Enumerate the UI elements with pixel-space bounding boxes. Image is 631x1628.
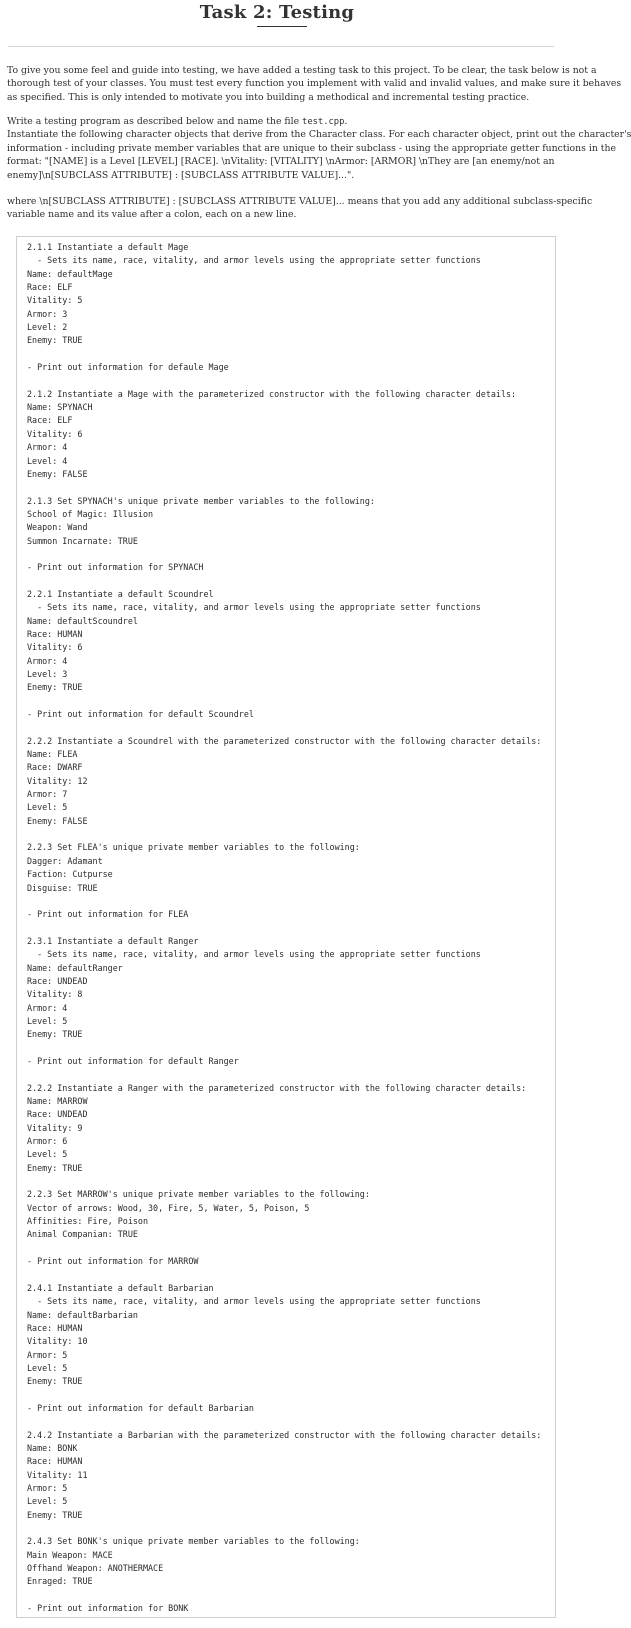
- format-note-line: where \n[SUBCLASS ATTRIBUTE] : [SUBCLASS ATTRIBUTE VALUE]... means that you add any additional subclass-specific: [7, 196, 593, 207]
- code-line: 2.3.1 Instantiate a default Ranger: [27, 935, 199, 946]
- code-line: Level: 5: [27, 1362, 68, 1373]
- code-line: Level: 2: [27, 322, 68, 333]
- code-line: [27, 1068, 557, 1081]
- code-line: Main Weapon: MACE: [27, 1549, 113, 1560]
- code-block: [27, 241, 557, 1615]
- code-line: 2.2.1 Instantiate a default Scoundrel: [27, 588, 214, 599]
- code-line: [27, 895, 557, 908]
- code-line: [27, 828, 557, 841]
- code-line: Name: MARROW: [27, 1096, 88, 1106]
- code-line: - Sets its name, race, vitality, and armor levels using the appropriate setter functions: [27, 1296, 481, 1307]
- code-line: 2.2.2 Instantiate a Scoundrel with the parameterized constructor with the following character details:: [27, 735, 542, 746]
- code-line: Vitality: 8: [27, 989, 83, 1000]
- intro-line: To give you some feel and guide into testing, we have added a testing task to this project. To be clear, the task below is not a: [7, 65, 597, 76]
- code-line: Name: defaultRanger: [27, 962, 123, 973]
- code-line: Vitality: 11: [27, 1469, 88, 1480]
- code-line: Armor: 7: [27, 789, 68, 800]
- code-line: [27, 481, 557, 494]
- code-line: Armor: 4: [27, 655, 68, 666]
- code-line: [27, 695, 557, 708]
- code-line: School of Magic: Illusion: [27, 508, 154, 519]
- code-line: Race: HUMAN: [27, 1322, 83, 1333]
- code-line: Name: BONK: [27, 1442, 78, 1453]
- code-line: 2.4.1 Instantiate a default Barbarian: [27, 1282, 214, 1293]
- code-line: - Print out information for defaule Mage: [27, 362, 229, 373]
- code-line: Vitality: 6: [27, 642, 83, 653]
- code-line: [27, 348, 557, 361]
- code-line: - Sets its name, race, vitality, and armor levels using the appropriate setter functions: [27, 949, 481, 960]
- code-line: [27, 1589, 557, 1602]
- code-line: Level: 5: [27, 1015, 68, 1026]
- code-line: 2.2.2 Instantiate a Ranger with the parameterized constructor with the following character details:: [27, 1082, 527, 1093]
- code-line: 2.4.3 Set BONK's unique private member variables to the following:: [27, 1536, 360, 1547]
- code-line: - Print out information for FLEA: [27, 909, 189, 920]
- code-line: Race: ELF: [27, 415, 73, 426]
- code-line: 2.1.2 Instantiate a Mage with the parameterized constructor with the following character details:: [27, 388, 517, 399]
- code-line: Vitality: 12: [27, 775, 88, 786]
- code-line: Enemy: TRUE: [27, 1376, 83, 1387]
- intro-paragraph: [7, 64, 622, 104]
- code-line: Enraged: TRUE: [27, 1576, 93, 1587]
- code-line: Vitality: 10: [27, 1336, 88, 1347]
- instructions-text: Write a testing program as described below and name the file: [7, 116, 303, 127]
- code-line: [27, 548, 557, 561]
- code-line: Armor: 6: [27, 1136, 68, 1147]
- code-line: Vector of arrows: Wood, 30, Fire, 5, Water, 5, Poison, 5: [27, 1202, 310, 1213]
- code-line: Name: defaultBarbarian: [27, 1309, 138, 1320]
- code-line: Name: defaultMage: [27, 268, 113, 279]
- code-line: 2.2.3 Set MARROW's unique private member variables to the following:: [27, 1189, 370, 1200]
- code-line: Name: FLEA: [27, 749, 78, 760]
- code-line: Enemy: FALSE: [27, 468, 88, 479]
- code-line: Name: defaultScoundrel: [27, 615, 138, 626]
- code-line: 2.1.3 Set SPYNACH's unique private member variables to the following:: [27, 495, 375, 506]
- code-line: Level: 5: [27, 802, 68, 813]
- code-line: 2.4.2 Instantiate a Barbarian with the parameterized constructor with the following character details:: [27, 1429, 542, 1440]
- code-line: Enemy: FALSE: [27, 815, 88, 826]
- code-line: [27, 1389, 557, 1402]
- filename-code: test.cpp: [302, 117, 345, 127]
- code-line: Level: 5: [27, 1496, 68, 1507]
- code-line: Name: SPYNACH: [27, 402, 93, 413]
- format-note-line: variable name and its value after a colon, each on a new line.: [7, 209, 297, 221]
- instructions-line: information - including private member variables that are unique to their subclass - using the appropriate getter functions in the: [7, 142, 617, 154]
- code-line: Dagger: Adamant: [27, 855, 103, 866]
- code-line: Offhand Weapon: ANOTHERMACE: [27, 1563, 164, 1574]
- instructions-line: [7, 115, 567, 128]
- code-line: [27, 1415, 557, 1428]
- code-line: 2.2.3 Set FLEA's unique private member variables to the following:: [27, 842, 360, 853]
- code-line: [27, 1242, 557, 1255]
- code-line: - Print out information for MARROW: [27, 1256, 199, 1267]
- section-divider: [8, 46, 554, 47]
- code-line: Armor: 4: [27, 442, 68, 453]
- instructions-line: format: "[NAME] is a Level [LEVEL] [RACE]. \nVitality: [VITALITY] \nArmor: [ARMOR] \nThey are [an enemy/not an: [7, 156, 555, 168]
- code-line: [27, 922, 557, 935]
- code-line: Enemy: TRUE: [27, 682, 83, 693]
- code-line: Race: UNDEAD: [27, 1109, 88, 1120]
- code-line: [27, 1268, 557, 1281]
- code-line: Race: DWARF: [27, 762, 83, 773]
- code-line: [27, 1042, 557, 1055]
- code-line: Armor: 5: [27, 1349, 68, 1360]
- code-line: - Print out information for default Scoundrel: [27, 709, 254, 720]
- intro-line: as specified. This is only intended to motivate you into building a methodical and incremental testing practice.: [7, 91, 530, 103]
- instructions-line: Instantiate the following character objects that derive from the Character class. For each character object, print out the character's: [7, 129, 631, 141]
- code-line: Enemy: TRUE: [27, 335, 83, 346]
- code-line: Armor: 5: [27, 1482, 68, 1493]
- page-title: Task 2: Testing: [199, 2, 355, 23]
- intro-line: thorough test of your classes. You must test every function you implement with valid and invalid values, and make sure it behaves: [7, 78, 622, 90]
- format-note-paragraph: [7, 195, 593, 222]
- code-line: Enemy: TRUE: [27, 1162, 83, 1173]
- code-line: [27, 575, 557, 588]
- code-line: Enemy: TRUE: [27, 1509, 83, 1520]
- code-line: [27, 374, 557, 387]
- code-line: Level: 5: [27, 1149, 68, 1160]
- code-line: Race: UNDEAD: [27, 975, 88, 986]
- code-line: Level: 4: [27, 455, 68, 466]
- instructions-text: .: [344, 116, 348, 127]
- code-line: Vitality: 9: [27, 1122, 83, 1133]
- code-line: - Sets its name, race, vitality, and armor levels using the appropriate setter functions: [27, 602, 481, 613]
- code-line: - Print out information for default Ranger: [27, 1055, 239, 1066]
- code-line: Affinities: Fire, Poison: [27, 1216, 149, 1227]
- code-line: - Print out information for BONK: [27, 1603, 189, 1614]
- code-line: Vitality: 5: [27, 295, 83, 306]
- code-line: - Print out information for default Barbarian: [27, 1402, 254, 1413]
- code-line: Summon Incarnate: TRUE: [27, 535, 138, 546]
- code-line: Race: ELF: [27, 282, 73, 293]
- instructions-paragraph: [7, 115, 631, 182]
- instructions-line: enemy]\n[SUBCLASS ATTRIBUTE] : [SUBCLASS ATTRIBUTE VALUE]...".: [7, 169, 355, 181]
- code-line: Enemy: TRUE: [27, 1029, 83, 1040]
- code-line: 2.1.1 Instantiate a default Mage: [27, 242, 189, 252]
- code-line: Animal Companian: TRUE: [27, 1229, 138, 1240]
- code-line: Vitality: 6: [27, 428, 83, 439]
- code-line: Race: HUMAN: [27, 1456, 83, 1467]
- code-line: - Sets its name, race, vitality, and armor levels using the appropriate setter functions: [27, 255, 481, 266]
- code-line: Armor: 3: [27, 308, 68, 319]
- code-line: [27, 1175, 557, 1188]
- code-line: Level: 3: [27, 669, 68, 679]
- code-line: Weapon: Wand: [27, 522, 88, 533]
- code-line: - Print out information for SPYNACH: [27, 562, 204, 573]
- code-line: Race: HUMAN: [27, 628, 83, 639]
- code-line: Armor: 4: [27, 1002, 68, 1013]
- code-line: Disguise: TRUE: [27, 882, 98, 893]
- code-line: Faction: Cutpurse: [27, 869, 113, 880]
- title-underline: [257, 26, 307, 27]
- code-line: [27, 721, 557, 734]
- code-line: [27, 1522, 557, 1535]
